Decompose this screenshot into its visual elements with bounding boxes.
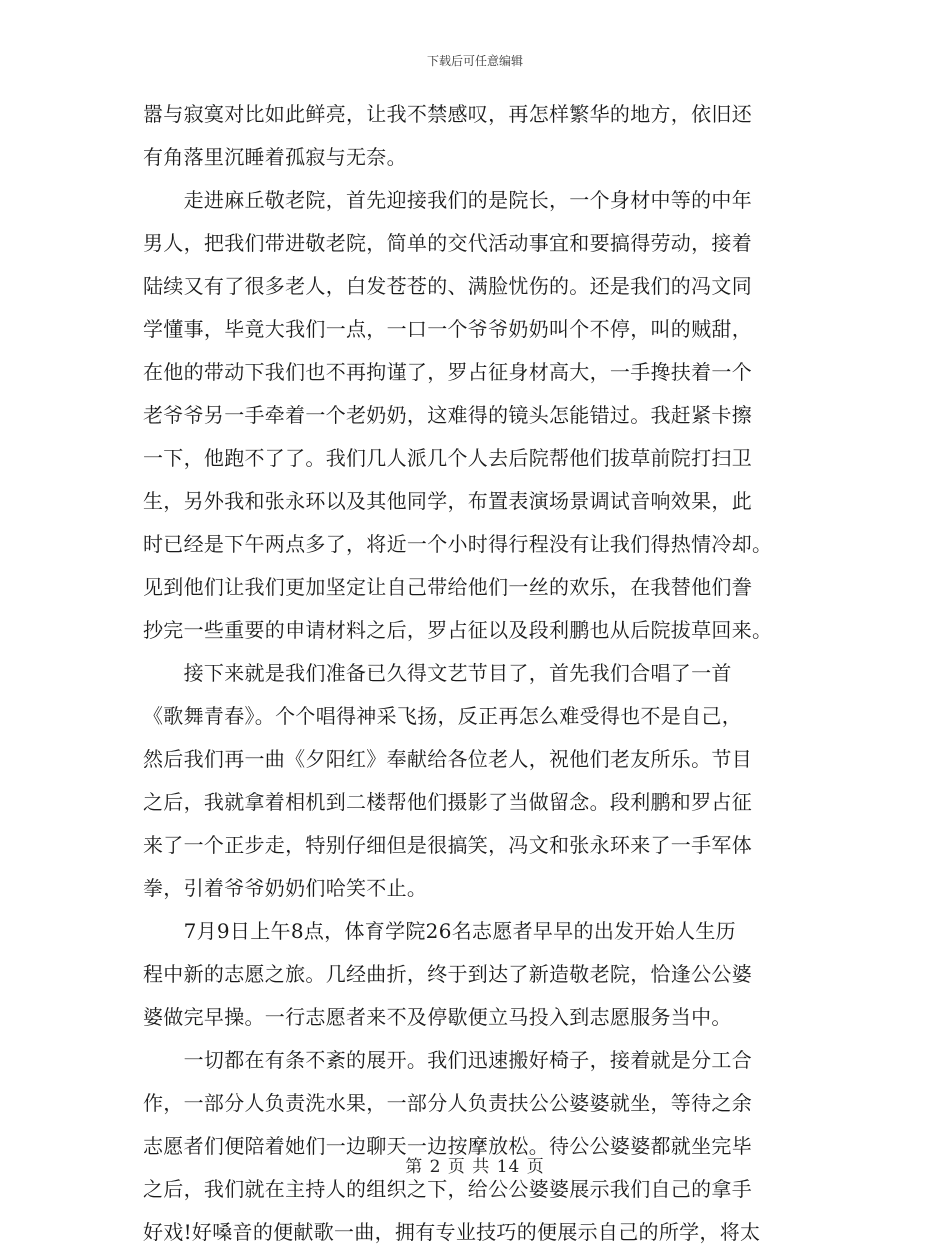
text-line: 嚣与寂寞对比如此鲜亮，让我不禁感叹，再怎样繁华的地方，依旧还	[143, 102, 752, 126]
document-body	[143, 93, 813, 1254]
text-line: 一下，他跑不了了。我们几人派几个人去后院帮他们拔草前院打扫卫	[143, 446, 752, 470]
text-line: 见到他们让我们更加坚定让自己带给他们一丝的欢乐，在我替他们誊	[143, 575, 752, 599]
page-number-footer: 第 2 页 共 14 页	[405, 1157, 545, 1177]
text-line: 走进麻丘敬老院，首先迎接我们的是院长，一个身材中等的中年	[143, 188, 752, 212]
text-line: 男人，把我们带进敬老院，简单的交代活动事宜和要搞得劳动，接着	[143, 231, 752, 255]
paragraph-5	[143, 1039, 813, 1254]
text-line: 接下来就是我们准备已久得文艺节目了，首先我们合唱了一首	[143, 661, 732, 685]
paragraph-4	[143, 910, 813, 1039]
text-line: 在他的带动下我们也不再拘谨了，罗占征身材高大，一手搀扶着一个	[143, 360, 752, 384]
paragraph-1	[143, 93, 813, 179]
paragraph-2	[143, 179, 813, 652]
text-line: 7月9日上午8点，体育学院26名志愿者早早的出发开始人生历	[143, 919, 736, 943]
text-line: 作，一部分人负责洗水果，一部分人负责扶公公婆婆就坐，等待之余	[143, 1091, 752, 1115]
text-line: 婆做完早操。一行志愿者来不及停歇便立马投入到志愿服务当中。	[143, 1005, 732, 1029]
text-line: 来了一个正步走，特别仔细但是很搞笑，冯文和张永环来了一手军体	[143, 833, 752, 857]
text-line: 然后我们再一曲《夕阳红》奉献给各位老人，祝他们老友所乐。节目	[143, 747, 752, 771]
paragraph-3	[143, 652, 813, 910]
text-line: 志愿者们便陪着她们一边聊天一边按摩放松。待公公婆婆都就坐完毕	[143, 1134, 752, 1158]
text-line: 陆续又有了很多老人，白发苍苍的、满脸忧伤的。还是我们的冯文同	[143, 274, 752, 298]
text-line: 老爷爷另一手牵着一个老奶奶，这难得的镜头怎能错过。我赶紧卡擦	[143, 403, 752, 427]
text-line: 《歌舞青春》。个个唱得神采飞扬，反正再怎么难受得也不是自己，	[143, 704, 742, 728]
text-line: 之后，我们就在主持人的组织之下，给公公婆婆展示我们自己的拿手	[143, 1177, 752, 1201]
text-line: 学懂事，毕竟大我们一点，一口一个爷爷奶奶叫个不停，叫的贼甜，	[143, 317, 752, 341]
text-line: 拳，引着爷爷奶奶们哈笑不止。	[143, 876, 428, 900]
text-line: 时已经是下午两点多了，将近一个小时得行程没有让我们得热情冷却。	[143, 532, 773, 556]
text-line: 好戏!好嗓音的便献歌一曲，拥有专业技巧的便展示自己的所学，将太	[143, 1220, 761, 1244]
text-line: 有角落里沉睡着孤寂与无奈。	[143, 145, 407, 169]
text-line: 程中新的志愿之旅。几经曲折，终于到达了新造敬老院，恰逢公公婆	[143, 962, 752, 986]
page-header: 下载后可任意编辑	[426, 54, 523, 68]
text-line: 抄完一些重要的申请材料之后，罗占征以及段利鹏也从后院拔草回来。	[143, 618, 773, 642]
text-line: 一切都在有条不紊的展开。我们迅速搬好椅子，接着就是分工合	[143, 1048, 752, 1072]
text-line: 生，另外我和张永环以及其他同学，布置表演场景调试音响效果，此	[143, 489, 752, 513]
text-line: 之后，我就拿着相机到二楼帮他们摄影了当做留念。段利鹏和罗占征	[143, 790, 752, 814]
